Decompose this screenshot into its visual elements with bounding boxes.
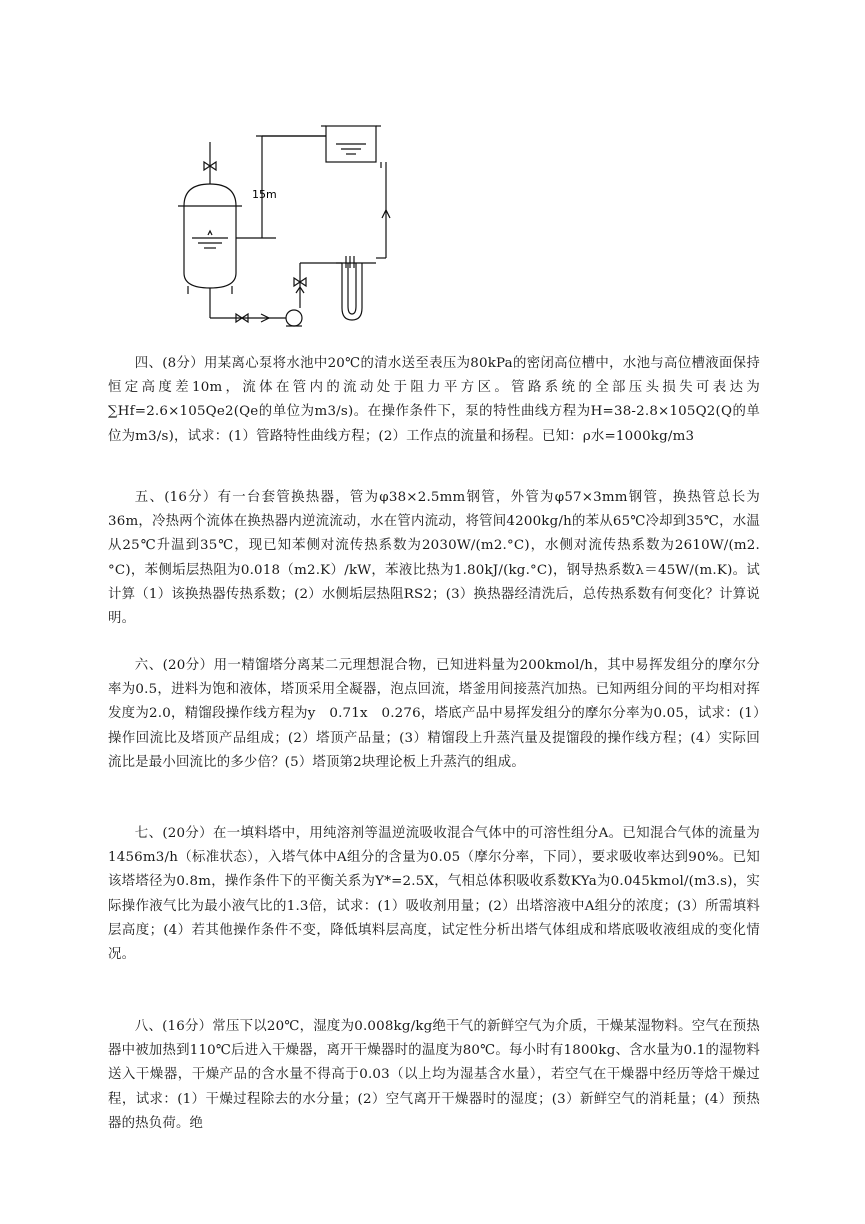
problem-7 [108,822,760,967]
pump-system-svg [166,118,436,338]
tank-body [184,206,236,288]
problem-8 [108,1015,760,1136]
tank-dome [184,184,236,206]
height-label: 15m [252,188,277,201]
problem-5 [108,486,760,631]
centrifugal-pump [286,310,302,326]
problem-7-text: 七、(20分）在一填料塔中，用纯溶剂等温逆流吸收混合气体中的可溶性组分A。已知混合气体的流量为1456m3/h（标准状态），入塔气体中A组分的含量为0.05（摩尔分率，下同），要求吸收率达到90%。已知该塔塔径为0.8m，操作条件下的平衡关系为Y*=2.5X，气相总体积吸收系数KYa为0.045kmol/(m3.s)，实际操作液气比为最小液气比的1.3倍，试求：(1）吸收剂用量；(2）出塔溶液中A组分的浓度；(3）所需填料层高度；(4）若其他操作条件不变，降低填料层高度，试定性分析出塔气体组成和塔底吸收液组成的变化情况。 [108,826,760,963]
pump-system-diagram [166,118,436,338]
problem-4-text: 四、(8分）用某离心泵将水池中20℃的清水送至表压为80kPa的密闭高位槽中，水池与高位槽液面保持恒定高度差10m，流体在管内的流动处于阻力平方区。管路系统的全部压头损失可表达为∑Hf=2.6×105Qe2(Qe的单位为m3/s)。在操作条件下，泵的特性曲线方程为H=38-2.8×105Q2(Q的单位为m3/s)，试求：(1）管路特性曲线方程；(2）工作点的流量和扬程。已知：ρ水=1000kg/m3 [108,356,760,444]
u-tube-manometer [342,263,362,320]
problem-5-text: 五、(16分）有一台套管换热器，管为φ38×2.5mm钢管，外管为φ57×3mm钢管，换热管总长为36m，冷热两个流体在换热器内逆流流动，水在管内流动，将管间4200kg/h的苯从65℃冷却到35℃，水温从25℃升温到35℃，现已知苯侧对流传热系数为2030W/(m2.°C)，水侧对流传热系数为2610W/(m2.°C)，苯侧垢层热阻为0.018（m2.K）/kW，苯液比热为1.80kJ/(kg.°C)，钢导热系数λ＝45W/(m.K)。试计算（1）该换热器传热系数；(2）水侧垢层热阻RS2；(3）换热器经清洗后，总传热系数有何变化？计算说明。 [108,490,760,627]
problem-6-text: 六、(20分）用一精馏塔分离某二元理想混合物，已知进料量为200kmol/h，其中易挥发组分的摩尔分率为0.5，进料为饱和液体，塔顶采用全凝器，泡点回流，塔釜用间接蒸汽加热。已知两组分间的平均相对挥发度为2.0，精馏段操作线方程为y 0.71x 0.276，塔底产品中易挥发组分的摩尔分率为0.05，试求：(1）操作回流比及塔顶产品组成；(2）塔顶产品量；(3）精馏段上升蒸汽量及提馏段的操作线方程；(4）实际回流比是最小回流比的多少倍？(5）塔顶第2块理论板上升蒸汽的组成。 [108,658,760,770]
problem-4 [108,352,760,449]
problem-6 [108,654,760,775]
problem-8-text: 八、(16分）常压下以20℃，湿度为0.008kg/kg绝干气的新鲜空气为介质，干燥某湿物料。空气在预热器中被加热到110℃后进入干燥器，离开干燥器时的温度为80℃。每小时有1800kg、含水量为0.1的湿物料送入干燥器，干燥产品的含水量不得高于0.03（以上均为湿基含水量），若空气在干燥器中经历等焓干燥过程，试求：(1）干燥过程除去的水分量；(2）空气离开干燥器时的湿度；(3）新鲜空气的消耗量；(4）预热器的热负荷。绝 [108,1019,760,1131]
